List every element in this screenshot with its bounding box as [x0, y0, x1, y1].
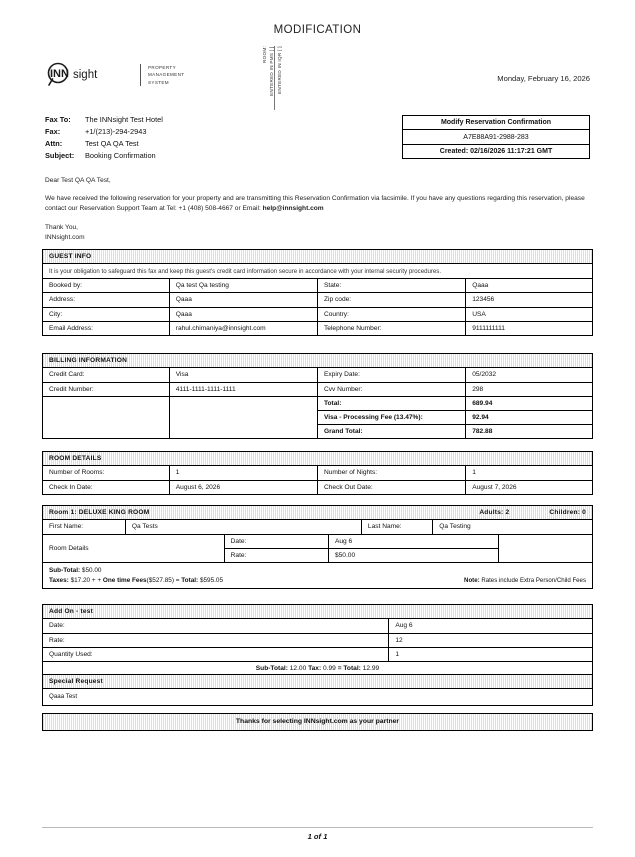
number-of-nights-label: Number of Nights: [317, 466, 465, 480]
room-one-title: Room 1: DELUXE KING ROOM [49, 509, 150, 517]
credit-number-label: Credit Number: [43, 382, 169, 396]
innsight-logo-mark [45, 62, 133, 88]
room-one-note [464, 576, 586, 585]
vertical-mark-iqr: ENTERED IN IQR [ ] [277, 46, 282, 94]
table-row [43, 368, 592, 382]
room-details-cell-label: Room Details [43, 535, 224, 563]
billing-information-header: BILLING INFORMATION [43, 354, 592, 368]
letter-greeting: Dear Test QA QA Test, [45, 177, 111, 184]
room-one-subtotal-value: $50.00 [81, 566, 102, 574]
credit-number-value: 4111-1111-1111-1111 [169, 382, 317, 396]
table-row [43, 307, 592, 321]
add-on-quantity-value: 1 [389, 647, 592, 661]
cvv-value: 298 [466, 382, 592, 396]
number-of-rooms-value: 1 [169, 466, 317, 480]
table-row [43, 321, 592, 335]
svg-text:sight: sight [73, 69, 98, 81]
room-details-table [43, 466, 592, 493]
credit-card-value: Visa [169, 368, 317, 382]
stay-date-label: Date: [224, 535, 328, 549]
vertical-stamp-marks [261, 46, 282, 110]
last-name-value: Qa Testing [433, 520, 592, 534]
document-title: MODIFICATION [273, 24, 362, 36]
total-label: Total: [317, 396, 465, 410]
add-on-rate-value: 12 [389, 633, 592, 647]
room-one-onetime-fees-value: ($527.85) = [146, 576, 182, 584]
stay-rate-label: Rate: [224, 548, 328, 562]
subject-value: Booking Confirmation [85, 150, 156, 160]
add-on-header: Add On - test [43, 605, 592, 619]
stay-date-value: Aug 6 [328, 535, 498, 549]
letter-signature [45, 223, 590, 243]
page-footer [42, 827, 593, 841]
confirmation-code: A7E88A91-2988-283 [403, 130, 589, 144]
guest-info-header: GUEST INFO [43, 250, 592, 264]
table-row [43, 279, 592, 293]
svg-text:INN: INN [50, 68, 69, 80]
add-on-section [42, 604, 593, 677]
vertical-mark-pms: ENTERED IN PMS [ ] [268, 46, 275, 110]
booked-by-label: Booked by: [43, 279, 169, 293]
telephone-value: 9111111111 [466, 321, 592, 335]
room-one-children: Children: 0 [549, 509, 586, 517]
letter-company: INNsight.com [45, 233, 85, 241]
add-on-quantity-label: Quantity Used: [43, 647, 389, 661]
billing-empty-cell-2 [169, 396, 317, 438]
room-one-total-label: Total: [181, 576, 199, 584]
room-one-taxes-label: Taxes: [49, 576, 69, 584]
grand-total-label: Grand Total: [317, 425, 465, 439]
zip-value: 123456 [466, 293, 592, 307]
add-on-total-label: = Total: [337, 665, 361, 673]
check-out-label: Check Out Date: [317, 480, 465, 494]
room-one-note-text: Rates include Extra Person/Child Fees [481, 577, 586, 585]
expiry-date-value: 05/2032 [466, 368, 592, 382]
country-value: USA [466, 307, 592, 321]
fax-to-value: The INNsight Test Hotel [85, 115, 163, 124]
number-of-nights-value: 1 [466, 466, 592, 480]
add-on-tax-label: Tax: [308, 665, 322, 673]
room-one-section [42, 505, 593, 589]
room-one-header [43, 506, 592, 520]
city-value: Qaaa [169, 307, 317, 321]
logo-tagline-line3: SYSTEM [148, 79, 169, 85]
guest-info-section [42, 249, 593, 336]
confirmation-created: Created: 02/16/2026 11:17:21 GMT [439, 147, 553, 155]
booked-by-value: Qa test Qa testing [169, 279, 317, 293]
confirmation-title: Modify Reservation Confirmation [403, 116, 589, 130]
first-name-value: Qa Tests [125, 520, 361, 534]
attn-label: Attn: [45, 138, 63, 148]
fax-label: Fax: [45, 126, 61, 136]
logo-tagline-line2: MANAGEMENT [148, 72, 185, 78]
guest-info-notice: It is your obligation to safeguard this fax and keep this guest's credit card information secure in accordance with your internal security procedures. [43, 264, 592, 279]
total-value: 689.94 [466, 396, 592, 410]
document-date: Monday, February 16, 2026 [497, 74, 590, 83]
state-label: State: [317, 279, 465, 293]
add-on-subtotal-value: 12.00 [289, 665, 307, 673]
add-on-rate-label: Rate: [43, 633, 389, 647]
add-on-table [43, 619, 592, 662]
fax-value: +1/(213)-294-2943 [85, 126, 147, 136]
room-one-adults: Adults: 2 [479, 509, 510, 517]
confirmation-box [402, 115, 590, 159]
subject-label: Subject: [45, 150, 75, 160]
room-details-section [42, 451, 593, 495]
room-one-note-label: Note: [464, 577, 480, 585]
special-request-header: Special Request [43, 675, 592, 689]
room-one-subtotal-label: Sub-Total: [49, 566, 81, 574]
email-label: Email Address: [43, 321, 169, 335]
cvv-label: Cvv Number: [317, 382, 465, 396]
processing-fee-value: 92.94 [466, 410, 592, 424]
table-row [43, 633, 592, 647]
room-one-taxes-amount: $17.20 + + [70, 576, 103, 584]
add-on-total-value: 12.99 [362, 665, 380, 673]
special-request-value: Qaaa Test [49, 693, 78, 701]
letter-signoff: Thank You, [45, 223, 78, 231]
fax-header-block [45, 114, 163, 162]
logo-tagline [140, 64, 184, 85]
room-one-guest-table [43, 520, 592, 534]
room-one-onetime-fees-label: One time Fees [102, 576, 147, 584]
fax-number-row [45, 126, 163, 138]
add-on-date-label: Date: [43, 619, 389, 633]
country-label: Country: [317, 307, 465, 321]
table-row [43, 520, 592, 534]
credit-card-label: Credit Card: [43, 368, 169, 382]
room-details-header: ROOM DETAILS [43, 452, 592, 466]
grand-total-value: 782.88 [466, 425, 592, 439]
check-out-value: August 7, 2026 [466, 480, 592, 494]
vertical-mark-room: ROOM: [262, 46, 267, 64]
billing-empty-cell [43, 396, 169, 438]
letter-paragraph [45, 194, 590, 214]
thanks-banner: Thanks for selecting INNsight.com as your partner [42, 713, 593, 731]
support-email: help@innsight.com [262, 205, 324, 213]
table-row [43, 480, 592, 494]
room-one-subtotal-line [49, 566, 586, 576]
zip-label: Zip code: [317, 293, 465, 307]
table-row [43, 647, 592, 661]
city-label: City: [43, 307, 169, 321]
table-row [43, 382, 592, 396]
table-row [43, 293, 592, 307]
table-row [43, 466, 592, 480]
check-in-label: Check In Date: [43, 480, 169, 494]
logo-tagline-line1: PROPERTY [148, 65, 176, 71]
stay-rate-value: $50.00 [328, 548, 498, 562]
add-on-date-value: Aug 6 [389, 619, 592, 633]
room-one-total-value: $595.05 [199, 576, 224, 584]
number-of-rooms-label: Number of Rooms: [43, 466, 169, 480]
room-one-totals [43, 563, 592, 588]
first-name-label: First Name: [43, 520, 125, 534]
guest-info-table [43, 279, 592, 335]
room-one-empty-cell [499, 535, 592, 563]
email-value: rahul.chimaniya@innsight.com [169, 321, 317, 335]
last-name-label: Last Name: [361, 520, 432, 534]
table-row [43, 619, 592, 633]
processing-fee-label: Visa - Processing Fee (13.47%): [317, 410, 465, 424]
telephone-label: Telephone Number: [317, 321, 465, 335]
footer-divider [42, 827, 593, 828]
add-on-subtotal-label: Sub-Total: [255, 665, 288, 673]
letter-body [45, 176, 590, 242]
table-row [43, 535, 592, 549]
page-number: 1 of 1 [307, 832, 328, 841]
room-one-occupancy [479, 509, 586, 516]
fax-to-label: Fax To: [45, 115, 71, 124]
expiry-date-label: Expiry Date: [317, 368, 465, 382]
letter-paragraph-text: We have received the following reservation for your property and are transmitting this Reservation Confirmation via facsimile. If you have any questions regarding this reservation, please contact our Reservation Support Team at Tel: +1 (408) 508-4667 or Email: [45, 195, 585, 213]
billing-information-table [43, 368, 592, 438]
innsight-logo [45, 62, 184, 88]
billing-information-section [42, 353, 593, 439]
subject-row [45, 150, 163, 162]
state-value: Qaaa [466, 279, 592, 293]
special-request-section [42, 674, 593, 706]
add-on-tax-value: 0.99 [323, 665, 336, 673]
address-value: Qaaa [169, 293, 317, 307]
attn-row [45, 138, 163, 150]
address-label: Address: [43, 293, 169, 307]
room-one-rate-table [43, 535, 592, 563]
attn-value: Test QA QA Test [85, 138, 139, 148]
table-row [43, 396, 592, 410]
fax-to-row [45, 114, 163, 126]
check-in-value: August 6, 2026 [169, 480, 317, 494]
